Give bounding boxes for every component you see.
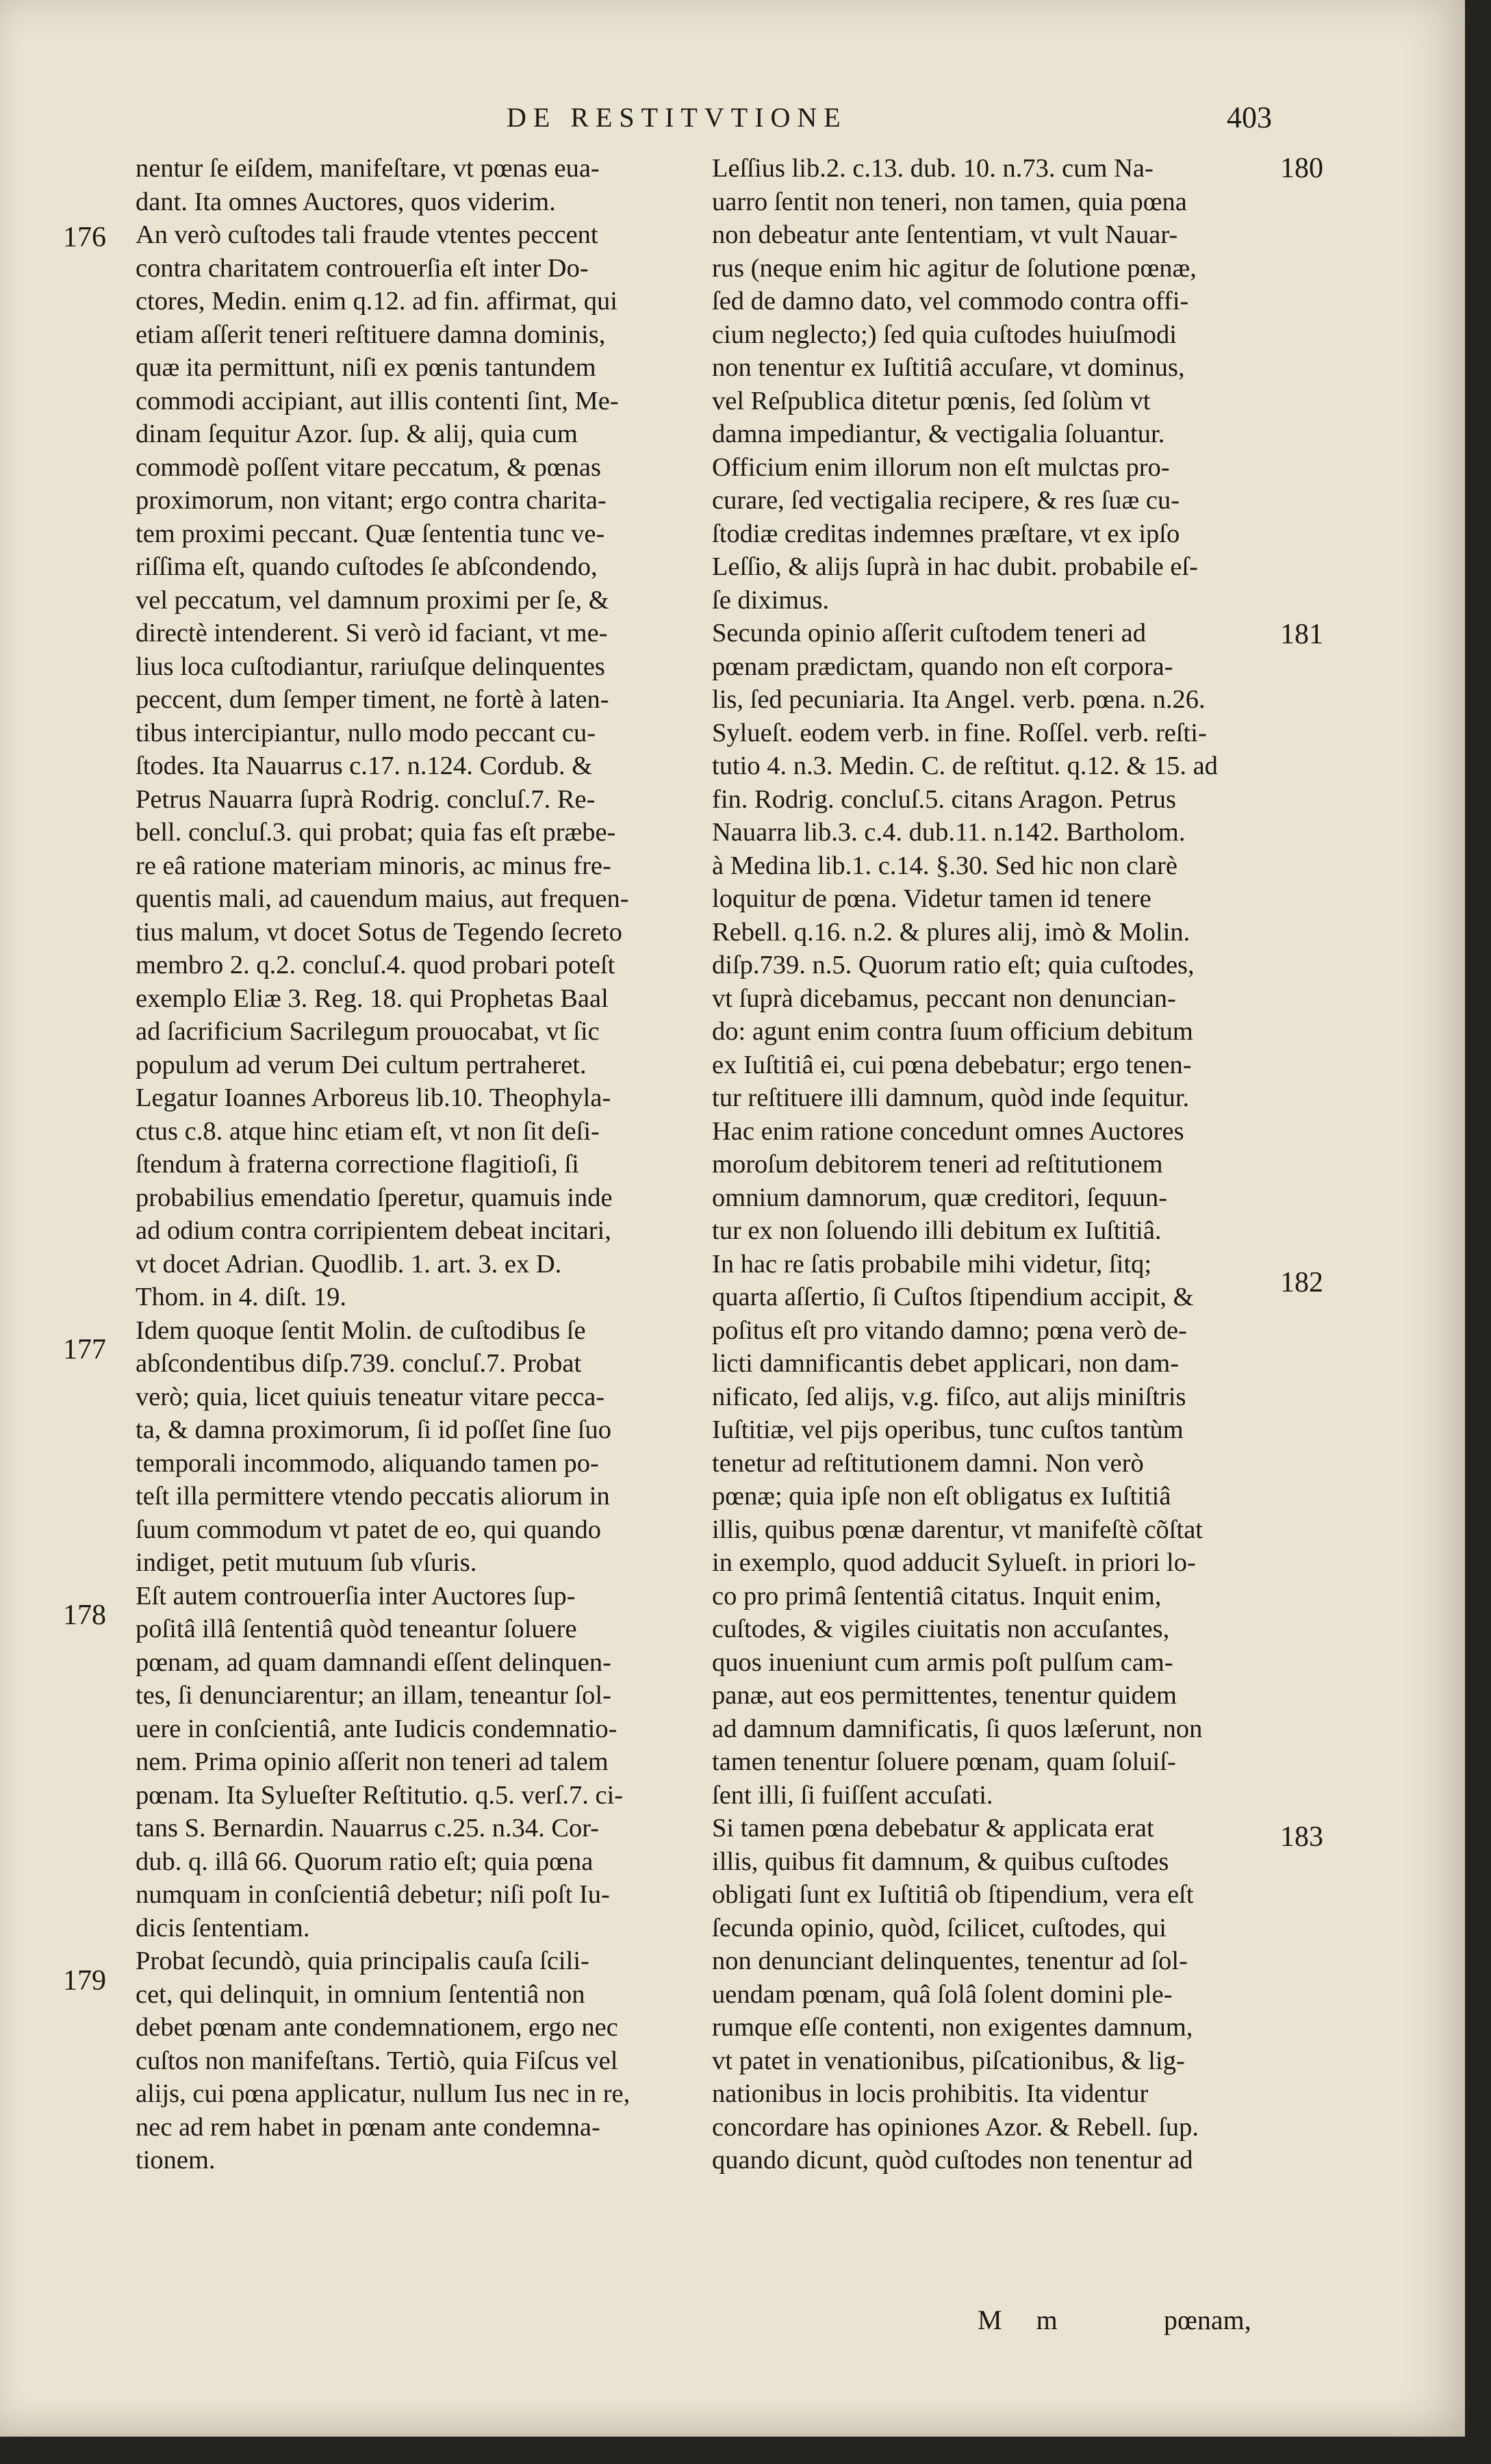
text-line: Idem quoque ſentit Molin. de cuſtodibus ſe	[136, 1316, 586, 1345]
text-line: ctores, Medin. enim q.12. ad fin. affirmat, qui	[136, 287, 617, 316]
text-line: fin. Rodrig. concluſ.5. citans Aragon. Petrus	[712, 784, 1176, 814]
text-line: abſcondentibus diſp.739. concluſ.7. Probat	[136, 1349, 582, 1378]
text-line: cuſtos non manifeſtans. Tertiò, quia Fiſcus vel	[136, 2046, 618, 2075]
text-line: à Medina lib.1. c.14. §.30. Sed hic non clarè	[712, 851, 1177, 880]
text-line: An verò cuſtodes tali fraude vtentes peccent	[136, 220, 598, 249]
text-line: tem proximi peccant. Quæ ſententia tunc ve-	[136, 519, 605, 548]
text-line: quarta aſſertio, ſi Cuſtos ſtipendium accipit, &	[712, 1283, 1194, 1311]
text-line: ad odium contra corripientem debeat incitari,	[136, 1216, 611, 1245]
text-line: alijs, cui pœna applicatur, nullum Ius nec in re,	[136, 2079, 630, 2108]
text-line: rus (neque enim hic agitur de ſolutione pœnæ,	[712, 253, 1197, 283]
text-line: ſuum commodum vt patet de eo, qui quando	[136, 1515, 602, 1544]
text-line: Probat ſecundò, quia principalis cauſa ſcili-	[136, 1947, 589, 1975]
text-line: cuſtodes, & vigiles ciuitatis non accuſantes,	[712, 1615, 1170, 1643]
signature-mark: M m	[978, 2305, 1058, 2335]
text-line: Leſſius lib.2. c.13. dub. 10. n.73. cum Na-	[712, 154, 1154, 183]
margin-number-179: 179	[63, 1965, 106, 1997]
text-line: indiget, petit mutuum ſub vſuris.	[136, 1548, 477, 1577]
text-line: tius malum, vt docet Sotus de Tegendo ſecreto	[136, 917, 622, 947]
text-line: uere in conſcientiâ, ante Iudicis condemnatio-	[136, 1714, 617, 1743]
margin-number-181: 181	[1280, 619, 1323, 650]
text-line: Officium enim illorum non eſt mulctas pro-	[712, 452, 1170, 482]
text-line: tenetur ad reſtitutionem damni. Non verò	[712, 1448, 1144, 1478]
text-line: pœnæ; quia ipſe non eſt obligatus ex Iuſtitiâ	[712, 1482, 1171, 1511]
text-line: pœnam. Ita Sylueſter Reſtitutio. q.5. verſ.7. ci-	[136, 1780, 624, 1810]
text-line: numquam in conſcientiâ debetur; niſi poſt Iu-	[136, 1880, 610, 1909]
text-line: tutio 4. n.3. Medin. C. de reſtitut. q.12. & 15. ad	[712, 752, 1218, 780]
text-line: quæ ita permittunt, niſi ex pœnis tantundem	[136, 353, 596, 382]
text-line: obligati ſunt ex Iuſtitiâ ob ſtipendium, vera eſt	[712, 1880, 1194, 1909]
text-line: membro 2. q.2. concluſ.4. quod probari poteſt	[136, 951, 615, 979]
text-line: tur ex non ſoluendo illi debitum ex Iuſtitiâ.	[712, 1216, 1162, 1245]
text-line: Thom. in 4. diſt. 19.	[136, 1283, 346, 1311]
text-line: Legatur Ioannes Arboreus lib.10. Theophyla-	[136, 1083, 611, 1112]
text-line: ſtodiæ creditas indemnes præſtare, vt ex ipſo	[712, 519, 1180, 548]
text-line: In hac re ſatis probabile mihi videtur, ſitq;	[712, 1249, 1152, 1279]
text-line: tionem.	[136, 2146, 216, 2174]
text-line: etiam aſſerit teneri reſtituere damna dominis,	[136, 320, 606, 349]
text-line: verò; quia, licet quiuis teneatur vitare pecca-	[136, 1382, 605, 1411]
text-line: quando dicunt, quòd cuſtodes non tenentur ad	[712, 2146, 1193, 2174]
text-line: damna impediantur, & vectigalia ſoluantur.	[712, 420, 1165, 448]
text-line: temporali incommodo, aliquando tamen po-	[136, 1448, 599, 1478]
text-line: co pro primâ ſententiâ citatus. Inquit enim,	[712, 1581, 1162, 1610]
text-line: do: agunt enim contra ſuum officium debitum	[712, 1017, 1193, 1046]
text-line: poſitus eſt pro vitando damno; pœna verò de-	[712, 1316, 1187, 1345]
text-line: ta, & damna proximorum, ſi id poſſet ſine ſuo	[136, 1415, 612, 1444]
text-line: curare, ſed vectigalia recipere, & res ſuæ cu-	[712, 486, 1180, 515]
text-line: ſent illi, ſi fuiſſent accuſati.	[712, 1780, 993, 1810]
text-line: diſp.739. n.5. Quorum ratio eſt; quia cuſtodes,	[712, 951, 1195, 979]
text-line: vt ſuprà dicebamus, peccant non denuncian-	[712, 984, 1176, 1013]
text-line: lis, ſed pecuniaria. Ita Angel. verb. pœna. n.26.	[712, 685, 1206, 714]
margin-number-182: 182	[1280, 1267, 1323, 1298]
text-line: lius loca cuſtodiantur, rariuſque delinquentes	[136, 652, 605, 681]
text-line: Rebell. q.16. n.2. & plures alij, imò & Molin.	[712, 917, 1190, 947]
text-line: cet, qui delinquit, in omnium ſententiâ non	[136, 1979, 585, 2009]
text-line: tamen tenentur ſoluere pœnam, quam ſoluiſ-	[712, 1747, 1176, 1776]
text-line: in exemplo, quod adducit Sylueſt. in priori lo-	[712, 1548, 1196, 1577]
text-line: ad damnum damnificatis, ſi quos læſerunt, non	[712, 1714, 1203, 1743]
text-line: non denunciant delinquentes, tenentur ad ſol-	[712, 1947, 1188, 1975]
text-line: illis, quibus fit damnum, & quibus cuſtodes	[712, 1847, 1169, 1876]
text-line: nentur ſe eiſdem, manifeſtare, vt pœnas eua-	[136, 154, 600, 183]
page-edge-shadow	[1465, 0, 1491, 2464]
text-line: ſed de damno dato, vel commodo contra offi-	[712, 287, 1189, 316]
text-line: vel peccatum, vel damnum proximi per ſe, &	[136, 585, 609, 615]
text-line: Nauarra lib.3. c.4. dub.11. n.142. Bartholom.	[712, 818, 1186, 847]
margin-number-183: 183	[1280, 1821, 1323, 1853]
text-line: ſtendum à fraterna correctione flagitioſi, ſi	[136, 1150, 579, 1179]
text-line: ſe diximus.	[712, 585, 830, 615]
text-line: nem. Prima opinio aſſerit non teneri ad talem	[136, 1747, 609, 1776]
margin-number-180: 180	[1280, 153, 1323, 184]
text-line: commodè poſſent vitare peccatum, & pœnas	[136, 452, 601, 482]
text-line: dicis ſententiam.	[136, 1913, 310, 1942]
text-line: re eâ ratione materiam minoris, ac minus fre-	[136, 851, 611, 880]
text-line: riſſima eſt, quando cuſtodes ſe abſcondendo,	[136, 552, 598, 581]
catchword: pœnam,	[1164, 2305, 1251, 2335]
text-line: moroſum debitorem teneri ad reſtitutionem	[712, 1150, 1163, 1179]
text-line: omnium damnorum, quæ creditori, ſequun-	[712, 1183, 1168, 1212]
text-line: tans S. Bernardin. Nauarrus c.25. n.34. Cor-	[136, 1814, 600, 1843]
right-text-column	[712, 152, 1273, 2177]
text-line: exemplo Eliæ 3. Reg. 18. qui Prophetas Baal	[136, 984, 609, 1013]
text-line: uarro ſentit non teneri, non tamen, quia pœna	[712, 187, 1187, 216]
text-line: rumque eſſe contenti, non exigentes damnum,	[712, 2013, 1193, 2042]
text-line: quentis mali, ad cauendum maius, aut frequen-	[136, 884, 629, 913]
text-line: nationibus in locis prohibitis. Ita videntur	[712, 2079, 1149, 2108]
text-line: bell. concluſ.3. qui probat; quia fas eſt præbe-	[136, 818, 616, 847]
text-line: concordare has opiniones Azor. & Rebell. ſup.	[712, 2112, 1199, 2142]
text-line: Petrus Nauarra ſuprà Rodrig. concluſ.7. Re-	[136, 784, 596, 814]
text-line: Sylueſt. eodem verb. in fine. Roſſel. verb. reſti-	[712, 718, 1207, 747]
text-line: nificato, ſed alijs, v.g. fiſco, aut alijs miniſtris	[712, 1382, 1186, 1411]
text-line: Leſſio, & alijs ſuprà in hac dubit. probabile eſ-	[712, 552, 1198, 581]
text-line: contra charitatem controuerſia eſt inter Do-	[136, 253, 589, 283]
text-line: dinam ſequitur Azor. ſup. & alij, quia cum	[136, 420, 578, 448]
text-line: uendam pœnam, quâ ſolâ ſolent domini ple-	[712, 1979, 1173, 2009]
text-line: Secunda opinio aſſerit cuſtodem teneri ad	[712, 619, 1146, 647]
text-line: vel Reſpublica ditetur pœnis, ſed ſolùm vt	[712, 386, 1151, 415]
text-line: pœnam prædictam, quando non eſt corpora-	[712, 652, 1173, 681]
text-line: Hac enim ratione concedunt omnes Auctores	[712, 1116, 1184, 1146]
margin-number-176: 176	[63, 222, 106, 253]
text-line: Iuſtitiæ, vel pijs operibus, tunc cuſtos tantùm	[712, 1415, 1184, 1444]
text-line: non debeatur ante ſententiam, vt vult Nauar-	[712, 220, 1178, 249]
text-line: ſecunda opinio, quòd, ſcilicet, cuſtodes, qui	[712, 1913, 1167, 1942]
text-line: dant. Ita omnes Auctores, quos viderim.	[136, 187, 556, 216]
text-line: teſt illa permittere vtendo peccatis aliorum in	[136, 1482, 610, 1511]
text-line: ex Iuſtitiâ ei, cui pœna debebatur; ergo tenen-	[712, 1050, 1192, 1079]
page-number: 403	[1227, 101, 1272, 134]
text-line: commodi accipiant, aut illis contenti ſint, Me-	[136, 386, 619, 415]
margin-number-177: 177	[63, 1334, 106, 1365]
text-line: tes, ſi denunciarentur; an illam, teneantur ſol-	[136, 1681, 611, 1710]
text-line: vt docet Adrian. Quodlib. 1. art. 3. ex D.	[136, 1249, 562, 1279]
text-line: populum ad verum Dei cultum pertraheret.	[136, 1050, 587, 1079]
text-line: tibus intercipiantur, nullo modo peccant cu-	[136, 718, 596, 747]
text-line: ad ſacrificium Sacrilegum prouocabat, vt ſic	[136, 1017, 600, 1046]
text-line: nec ad rem habet in pœnam ante condemna-	[136, 2112, 600, 2142]
text-line: tur reſtituere illi damnum, quòd inde ſequitur.	[712, 1083, 1190, 1112]
text-line: vt patet in venationibus, piſcationibus, & lig-	[712, 2046, 1185, 2075]
text-line: ctus c.8. atque hinc etiam eſt, vt non ſit deſi-	[136, 1116, 600, 1146]
text-line: directè intenderent. Si verò id faciant, vt me-	[136, 619, 608, 647]
text-line: non tenentur ex Iuſtitiâ accuſare, vt dominus,	[712, 353, 1185, 382]
text-line: pœnam, ad quam damnandi eſſent delinquen-	[136, 1647, 611, 1677]
text-line: Si tamen pœna debebatur & applicata erat	[712, 1814, 1154, 1843]
text-line: quos inueniunt cum armis poſt pulſum cam-	[712, 1647, 1173, 1677]
page-bottom-shadow	[0, 2437, 1491, 2464]
text-line: poſitâ illâ ſententiâ quòd teneantur ſoluere	[136, 1615, 577, 1643]
text-line: licti damnificantis debet applicari, non dam-	[712, 1349, 1180, 1378]
text-line: Eſt autem controuerſia inter Auctores ſup-	[136, 1581, 576, 1610]
text-line: cium neglecto;) ſed quia cuſtodes huiuſmodi	[712, 320, 1177, 349]
text-line: illis, quibus pœnæ darentur, vt manifeſtè cõſtat	[712, 1515, 1203, 1544]
text-line: loquitur de pœna. Videtur tamen id tenere	[712, 884, 1151, 913]
text-line: probabilius emendatio ſperetur, quamuis inde	[136, 1183, 613, 1212]
text-line: proximorum, non vitant; ergo contra charita-	[136, 486, 607, 515]
margin-number-178: 178	[63, 1600, 106, 1631]
left-text-column	[136, 152, 683, 2177]
text-line: ſtodes. Ita Nauarrus c.17. n.124. Cordub. &	[136, 752, 593, 780]
text-line: debet pœnam ante condemnationem, ergo nec	[136, 2013, 618, 2042]
text-line: dub. q. illâ 66. Quorum ratio eſt; quia pœna	[136, 1847, 594, 1876]
text-line: panæ, aut eos permittentes, tenentur quidem	[712, 1681, 1177, 1710]
running-head: DE RESTITVTIONE	[507, 102, 848, 133]
text-line: peccent, dum ſemper timent, ne fortè à laten-	[136, 685, 609, 714]
